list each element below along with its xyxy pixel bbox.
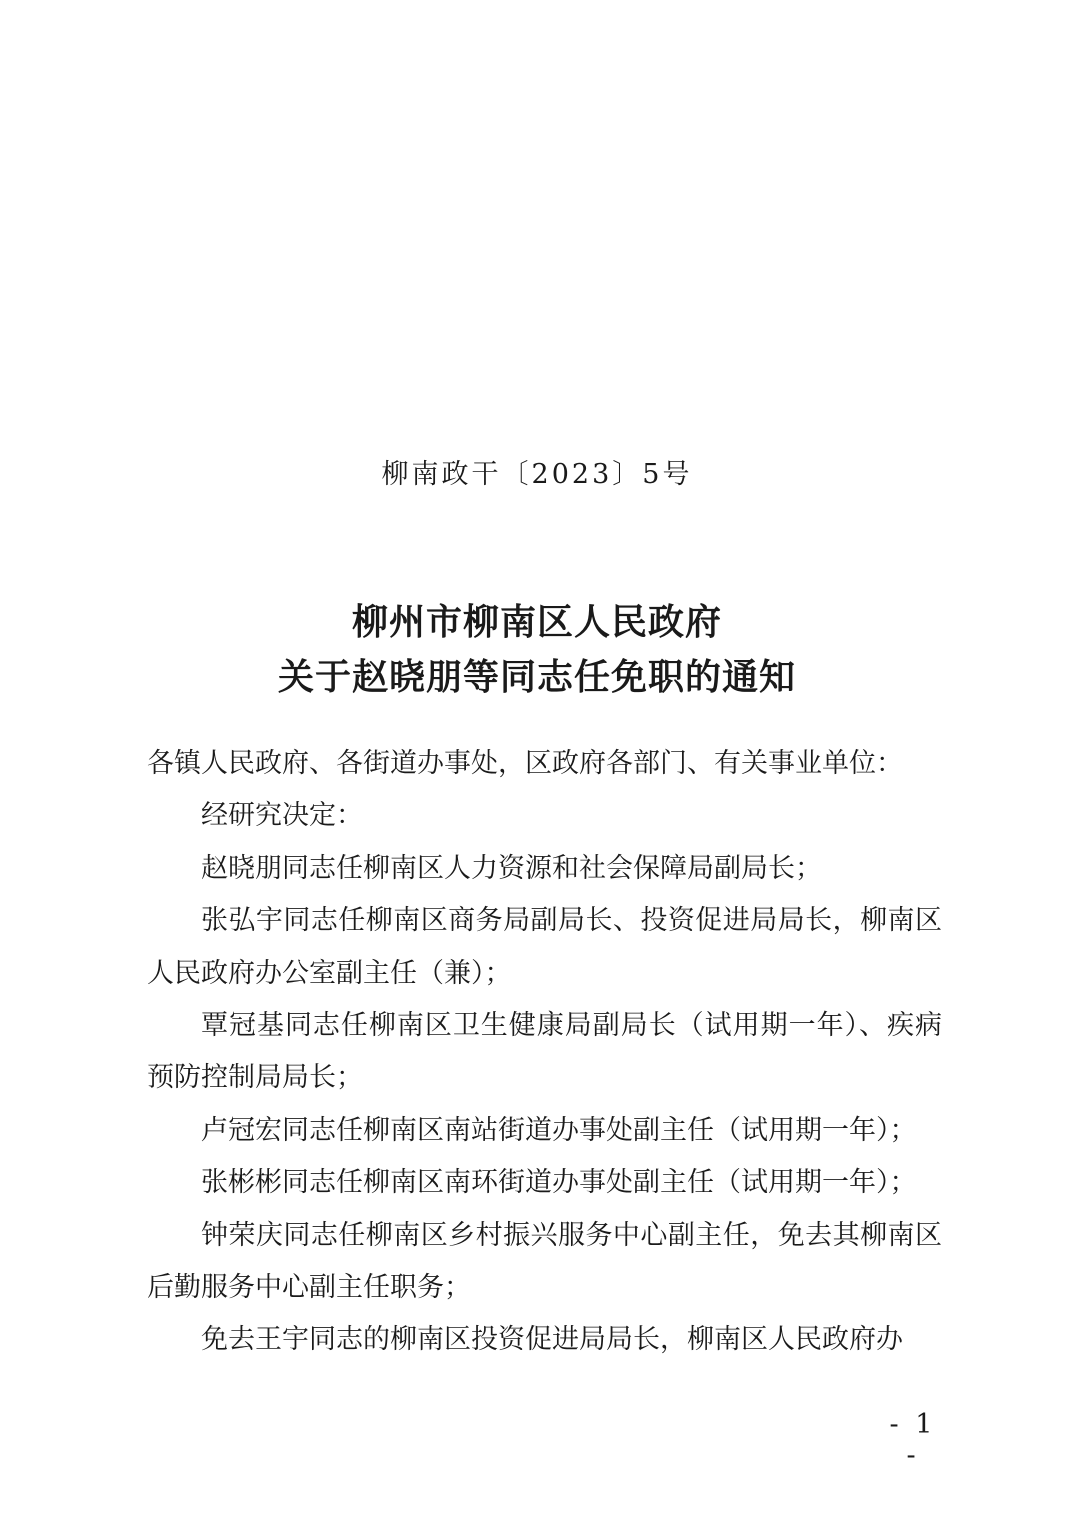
paragraph-appointment-6: 钟荣庆同志任柳南区乡村振兴服务中心副主任，免去其柳南区后勤服务中心副主任职务； <box>147 1219 942 1304</box>
document-title-line-2: 关于赵晓朋等同志任免职的通知 <box>277 657 796 698</box>
document-body <box>147 738 942 1367</box>
paragraph-dismissal: 免去王宇同志的柳南区投资促进局局长，柳南区人民政府办 <box>201 1324 903 1356</box>
salutation: 各镇人民政府、各街道办事处，区政府各部门、有关事业单位： <box>147 748 903 779</box>
paragraph-appointment-5: 张彬彬同志任柳南区南环街道办事处副主任（试用期一年）； <box>201 1167 917 1199</box>
paragraph-appointment-3: 覃冠基同志任柳南区卫生健康局副局长（试用期一年）、疾病预防控制局局长； <box>147 1010 942 1094</box>
document-title-line-1: 柳州市柳南区人民政府 <box>351 602 722 643</box>
paragraph-appointment-1: 赵晓朋同志任柳南区人力资源和社会保障局副局长； <box>201 852 822 884</box>
paragraph-decision: 经研究决定： <box>201 800 363 832</box>
document-number: 柳南政干〔2023〕5号 <box>381 459 693 490</box>
paragraph-appointment-2: 张弘宇同志任柳南区商务局副局长、投资促进局局长，柳南区人民政府办公室副主任（兼）； <box>147 905 942 989</box>
page-number: - 1 - <box>889 1409 937 1471</box>
paragraph-appointment-4: 卢冠宏同志任柳南区南站街道办事处副主任（试用期一年）； <box>201 1114 917 1146</box>
